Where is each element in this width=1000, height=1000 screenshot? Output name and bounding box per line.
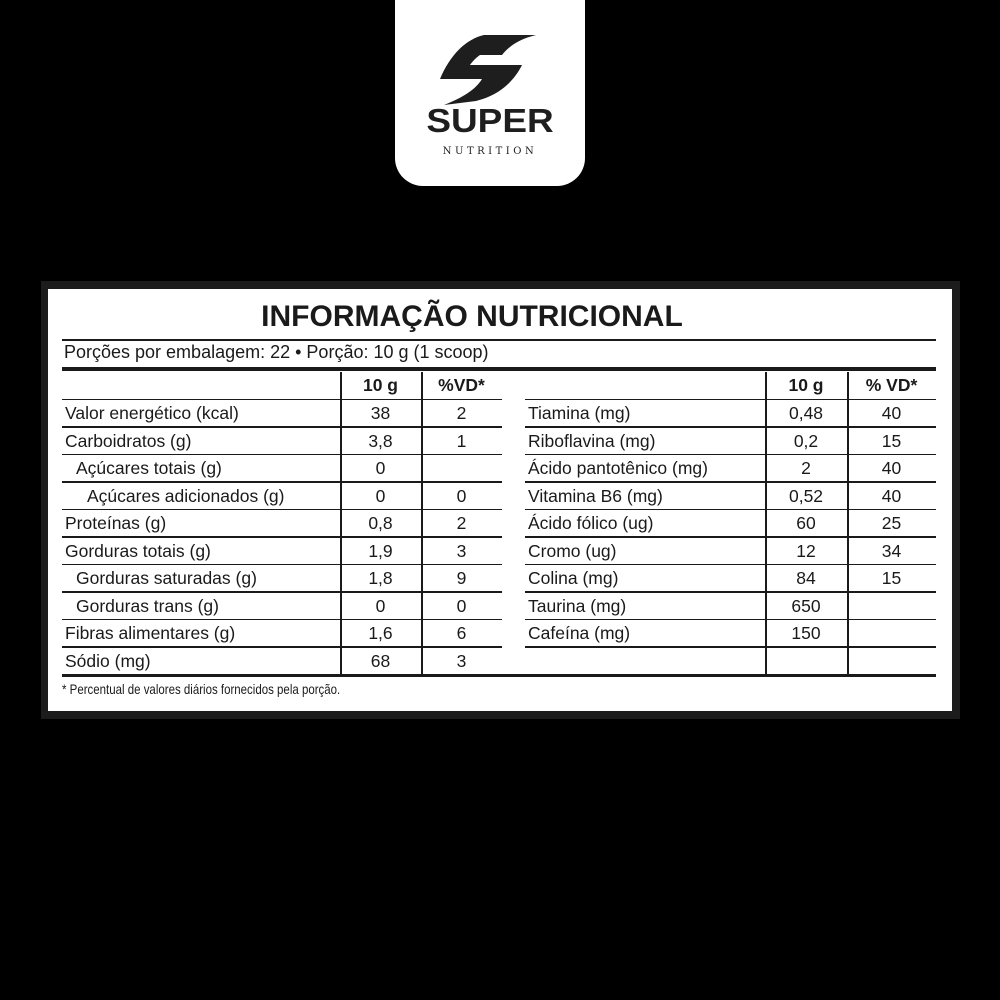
nutrient-dv bbox=[847, 648, 936, 675]
nutrient-name: Açúcares totais (g) bbox=[76, 458, 222, 478]
table-row bbox=[62, 483, 502, 510]
table-row bbox=[62, 593, 502, 620]
nutrient-amount: 12 bbox=[796, 540, 816, 561]
nutrient-dv: 40 bbox=[881, 485, 902, 506]
nutrient-dv bbox=[847, 593, 936, 620]
nutrient-dv: 1 bbox=[456, 430, 467, 451]
label-title: INFORMAÇÃO NUTRICIONAL bbox=[261, 300, 683, 333]
column-divider bbox=[421, 372, 423, 675]
nutrient-name: Riboflavina (mg) bbox=[528, 430, 656, 451]
table-row bbox=[62, 648, 502, 675]
nutrient-name: Carboidratos (g) bbox=[65, 430, 192, 451]
nutrient-dv: 15 bbox=[881, 568, 902, 588]
nutrient-name: Cromo (ug) bbox=[528, 540, 617, 561]
nutrient-name: Ácido fólico (ug) bbox=[528, 513, 654, 533]
column-divider bbox=[765, 372, 767, 675]
table-header bbox=[525, 372, 936, 399]
nutrient-dv: 40 bbox=[881, 458, 902, 478]
lightning-s-logo-icon bbox=[440, 35, 540, 105]
nutrient-dv: 3 bbox=[456, 540, 467, 561]
nutrient-dv: 2 bbox=[456, 403, 467, 423]
nutrient-name: Gorduras trans (g) bbox=[76, 595, 219, 616]
nutrient-name: Cafeína (mg) bbox=[528, 623, 631, 643]
divider bbox=[62, 339, 936, 341]
nutrient-name: Gorduras totais (g) bbox=[65, 540, 211, 561]
nutrient-name: Vitamina B6 (mg) bbox=[528, 485, 663, 506]
table-row bbox=[62, 620, 502, 647]
nutrient-name: Tiamina (mg) bbox=[528, 403, 631, 423]
nutrient-amount: 150 bbox=[791, 623, 821, 643]
nutrient-name: Valor energético (kcal) bbox=[65, 403, 239, 423]
table-row bbox=[62, 400, 502, 427]
nutrient-amount: 0,8 bbox=[368, 513, 393, 533]
table-header bbox=[62, 372, 502, 399]
table-row bbox=[525, 648, 936, 675]
nutrient-dv: 15 bbox=[881, 430, 902, 451]
nutrient-dv: 40 bbox=[881, 403, 902, 423]
nutrient-name: Colina (mg) bbox=[528, 568, 619, 588]
table-row bbox=[62, 455, 502, 482]
nutrient-name: Ácido pantotênico (mg) bbox=[528, 458, 708, 478]
nutrient-name: Sódio (mg) bbox=[65, 650, 151, 671]
nutrient-amount: 650 bbox=[791, 595, 821, 616]
nutrient-amount: 38 bbox=[370, 403, 391, 423]
nutrient-dv: 25 bbox=[881, 513, 902, 533]
nutrient-dv: 6 bbox=[456, 623, 467, 643]
nutrient-amount: 1,6 bbox=[368, 623, 393, 643]
table-row bbox=[525, 400, 936, 427]
bottom-thick-divider bbox=[62, 674, 936, 677]
nutrient-amount: 0 bbox=[375, 485, 386, 506]
nutrient-dv: 0 bbox=[456, 485, 467, 506]
table-row bbox=[525, 620, 936, 647]
brand-name: SUPER bbox=[426, 102, 554, 139]
header-amount: 10 g bbox=[788, 375, 824, 395]
nutrient-amount: 0,2 bbox=[793, 430, 819, 451]
header-amount: 10 g bbox=[362, 375, 399, 395]
nutrient-dv: 9 bbox=[456, 568, 467, 588]
nutrient-dv bbox=[421, 455, 502, 482]
table-row bbox=[62, 565, 502, 592]
table-row bbox=[525, 483, 936, 510]
nutrient-dv: 34 bbox=[881, 540, 902, 561]
thick-divider bbox=[62, 367, 936, 371]
table-row bbox=[525, 455, 936, 482]
table-row bbox=[62, 538, 502, 565]
nutrient-amount: 60 bbox=[796, 513, 816, 533]
brand-subtitle: NUTRITION bbox=[442, 146, 538, 157]
nutrient-amount: 1,9 bbox=[368, 540, 393, 561]
table-row bbox=[525, 565, 936, 592]
nutrient-name: Fibras alimentares (g) bbox=[65, 623, 236, 643]
nutrient-name: Gorduras saturadas (g) bbox=[76, 568, 257, 588]
table-row bbox=[62, 510, 502, 537]
brand-logo bbox=[395, 0, 585, 186]
nutrient-amount: 0 bbox=[375, 595, 386, 616]
nutrient-amount: 0 bbox=[375, 458, 386, 478]
header-dv: % VD* bbox=[865, 375, 918, 395]
column-divider bbox=[847, 372, 849, 675]
nutrient-name: Proteínas (g) bbox=[65, 513, 167, 533]
nutrient-amount: 84 bbox=[796, 568, 816, 588]
serving-info: Porções por embalagem: 22 • Porção: 10 g (1 scoop) bbox=[64, 342, 489, 362]
nutrient-amount: 68 bbox=[370, 650, 391, 671]
table-row bbox=[525, 428, 936, 455]
table-row bbox=[525, 538, 936, 565]
nutrient-dv: 2 bbox=[456, 513, 467, 533]
nutrient-dv: 0 bbox=[456, 595, 467, 616]
table-row bbox=[525, 593, 936, 620]
column-divider bbox=[340, 372, 342, 675]
table-row bbox=[62, 428, 502, 455]
nutrient-dv bbox=[847, 620, 936, 647]
nutrient-amount: 0,52 bbox=[788, 485, 824, 506]
header-dv: %VD* bbox=[438, 375, 485, 395]
nutrient-amount: 0,48 bbox=[788, 403, 824, 423]
nutrient-name: Açúcares adicionados (g) bbox=[87, 485, 285, 506]
table-row bbox=[525, 510, 936, 537]
nutrient-amount bbox=[765, 648, 847, 675]
nutrient-amount: 1,8 bbox=[368, 568, 393, 588]
nutrient-amount: 2 bbox=[801, 458, 811, 478]
nutrient-dv: 3 bbox=[456, 650, 467, 671]
footnote: * Percentual de valores diários fornecidos pela porção. bbox=[62, 681, 341, 697]
nutrient-amount: 3,8 bbox=[368, 430, 393, 451]
nutrient-name: Taurina (mg) bbox=[528, 595, 627, 616]
